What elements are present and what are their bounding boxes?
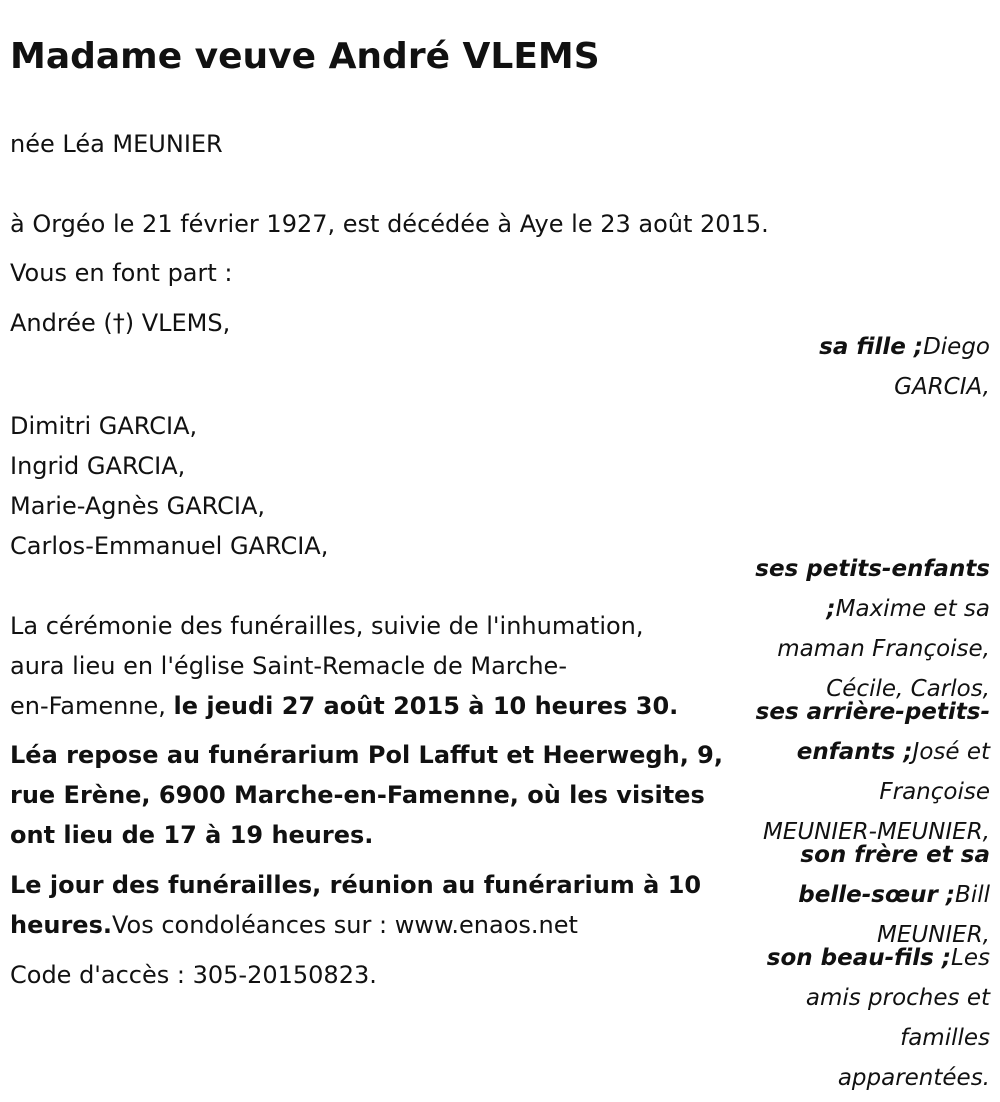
relative-names: MEUNIER,	[876, 922, 990, 948]
grandchild-item: Ingrid GARCIA,	[10, 452, 186, 480]
maiden-name: née Léa MEUNIER	[10, 130, 223, 158]
repose-line: ont lieu de 17 à 19 heures.	[10, 821, 374, 849]
role-label: son beau-fils ;	[766, 945, 952, 971]
ceremony-line	[10, 686, 678, 726]
repose-line: rue Erène, 6900 Marche-en-Famenne, où les visites	[10, 781, 705, 809]
relative-names	[826, 589, 990, 629]
role-label: enfants ;	[796, 739, 913, 765]
jour-heures: heures.	[10, 911, 112, 939]
role-label: ;	[826, 596, 836, 622]
relative-names: apparentées.	[837, 1065, 990, 1091]
role-daughter	[819, 327, 990, 367]
ceremony-date: le jeudi 27 août 2015 à 10 heures 30.	[173, 692, 679, 720]
daughter-last: ) VLEMS,	[124, 309, 231, 337]
role-label: belle-sœur ;	[798, 882, 956, 908]
ceremony-place: en-Famenne,	[10, 692, 174, 720]
jour-line: Le jour des funérailles, réunion au funérarium à 10	[10, 871, 702, 899]
relative-names: Les	[951, 945, 990, 971]
relative-names: maman Françoise,	[777, 636, 990, 662]
role-label: son frère et sa	[800, 842, 990, 868]
ceremony-line: La cérémonie des funérailles, suivie de l'inhumation,	[10, 612, 644, 640]
announcement-intro: Vous en font part :	[10, 259, 233, 287]
relative-names	[797, 732, 990, 772]
relative-names	[798, 875, 990, 915]
repose-line: Léa repose au funérarium Pol Laffut et Heerwegh, 9,	[10, 741, 723, 769]
jour-line	[10, 905, 578, 945]
daughter-first: Andrée (	[10, 309, 113, 337]
access-code: Code d'accès : 305-20150823.	[10, 961, 377, 989]
grandchild-item: Marie-Agnès GARCIA,	[10, 492, 265, 520]
relative-names: GARCIA,	[894, 374, 990, 400]
relative-names: Cécile, Carlos,	[826, 676, 990, 702]
relative-names: Maxime et sa	[835, 596, 990, 622]
birth-death-text: à Orgéo le 21 février 1927, est décédée à Aye le 23 août 2015.	[10, 210, 769, 238]
daughter-name	[10, 303, 230, 343]
role-son-in-law	[767, 938, 990, 978]
condolences-text: Vos condoléances sur : www.enaos.net	[111, 911, 578, 939]
relative-names: MEUNIER-MEUNIER,	[762, 819, 990, 845]
relative-names: Diego	[923, 334, 990, 360]
ceremony-line: aura lieu en l'église Saint-Remacle de Marche-	[10, 652, 567, 680]
grandchild-item: Carlos-Emmanuel GARCIA,	[10, 532, 329, 560]
role-label: ses arrière-petits-	[755, 699, 990, 725]
role-grandchildren	[755, 549, 990, 589]
relative-names: Françoise	[879, 779, 990, 805]
relative-names: amis proches et	[805, 985, 990, 1011]
relative-names: José et	[912, 739, 990, 765]
role-brother	[800, 835, 990, 875]
role-great-grandchildren	[756, 692, 990, 732]
role-label: ses petits-enfants	[755, 556, 990, 582]
role-label: sa fille ;	[819, 334, 924, 360]
page-title: Madame veuve André VLEMS	[10, 36, 600, 77]
cross-icon: †	[112, 309, 125, 337]
relative-names: familles	[900, 1025, 990, 1051]
relative-names: Bill	[955, 882, 990, 908]
grandchild-item: Dimitri GARCIA,	[10, 412, 198, 440]
